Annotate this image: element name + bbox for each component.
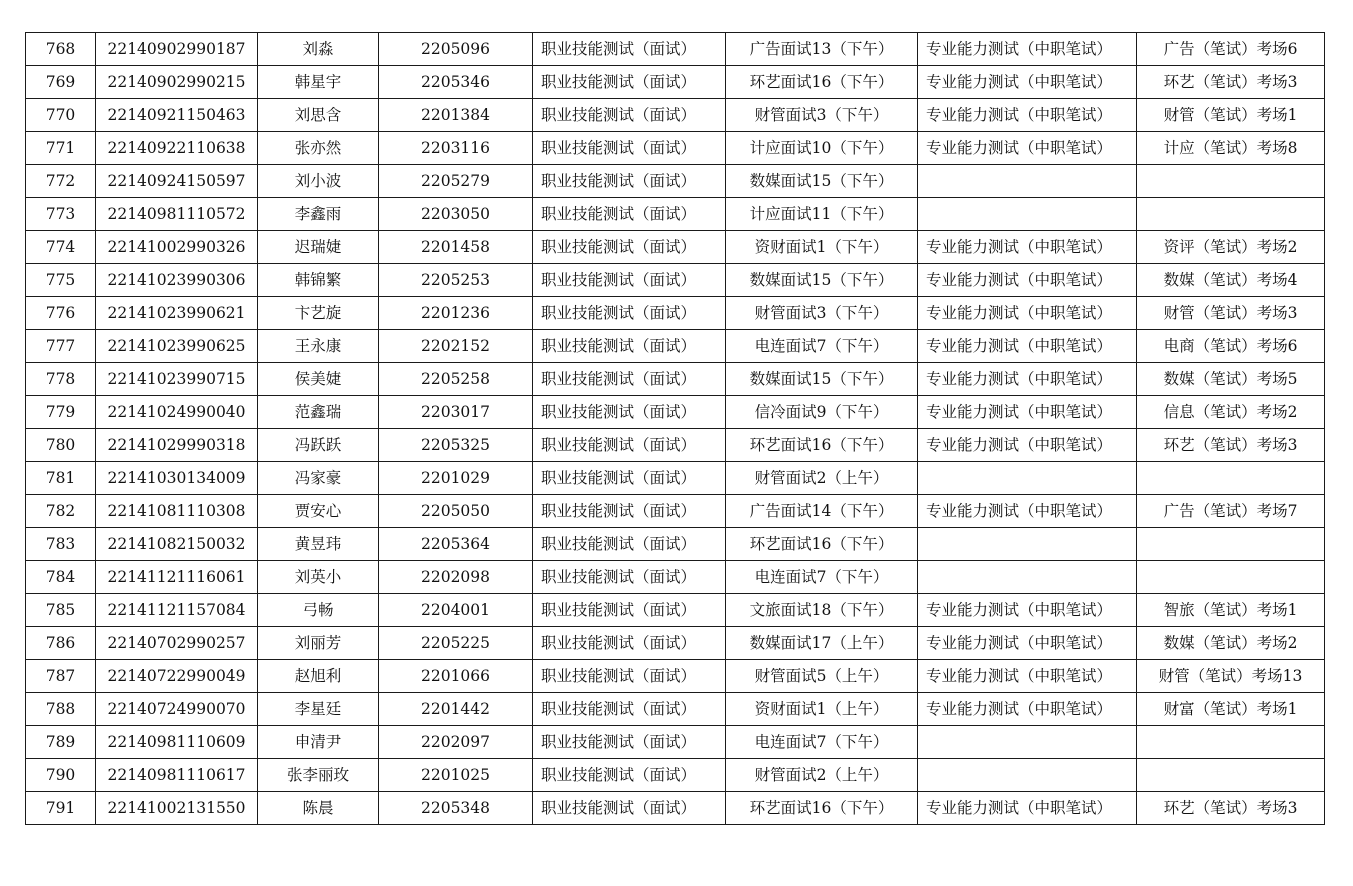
seq-cell: 786 [26,627,96,660]
code-cell: 2201442 [379,693,533,726]
test1-cell: 职业技能测试（面试） [533,462,726,495]
code-cell: 2205325 [379,429,533,462]
name-cell: 卞艺旋 [258,297,379,330]
seq-cell: 777 [26,330,96,363]
session2-cell: 数媒（笔试）考场5 [1137,363,1325,396]
name-cell: 贾安心 [258,495,379,528]
session2-cell: 广告（笔试）考场7 [1137,495,1325,528]
candidate-id-cell: 22140981110617 [96,759,258,792]
table-row [26,165,1325,198]
session1-cell: 计应面试11（下午） [726,198,918,231]
test1-cell: 职业技能测试（面试） [533,264,726,297]
session1-cell: 财管面试2（上午） [726,462,918,495]
candidate-id-cell: 22140702990257 [96,627,258,660]
session1-cell: 环艺面试16（下午） [726,792,918,825]
session2-cell: 财富（笔试）考场1 [1137,693,1325,726]
candidate-id-cell: 22140902990187 [96,33,258,66]
test1-cell: 职业技能测试（面试） [533,594,726,627]
seq-cell: 768 [26,33,96,66]
candidate-id-cell: 22141030134009 [96,462,258,495]
name-cell: 陈晨 [258,792,379,825]
test1-cell: 职业技能测试（面试） [533,297,726,330]
test1-cell: 职业技能测试（面试） [533,396,726,429]
session1-cell: 财管面试2（上午） [726,759,918,792]
code-cell: 2201236 [379,297,533,330]
test1-cell: 职业技能测试（面试） [533,660,726,693]
table-row [26,132,1325,165]
candidate-id-cell: 22140902990215 [96,66,258,99]
session2-cell [1137,462,1325,495]
table-row [26,264,1325,297]
session1-cell: 环艺面试16（下午） [726,429,918,462]
name-cell: 迟瑞婕 [258,231,379,264]
table-row [26,561,1325,594]
session2-cell: 财管（笔试）考场3 [1137,297,1325,330]
seq-cell: 769 [26,66,96,99]
table-row [26,594,1325,627]
test1-cell: 职业技能测试（面试） [533,693,726,726]
candidate-id-cell: 22141024990040 [96,396,258,429]
table-row [26,495,1325,528]
name-cell: 黄昱玮 [258,528,379,561]
code-cell: 2205258 [379,363,533,396]
session1-cell: 数媒面试15（下午） [726,264,918,297]
table-row [26,297,1325,330]
candidate-id-cell: 22141023990621 [96,297,258,330]
name-cell: 范鑫瑞 [258,396,379,429]
session1-cell: 计应面试10（下午） [726,132,918,165]
code-cell: 2202097 [379,726,533,759]
session1-cell: 电连面试7（下午） [726,726,918,759]
test1-cell: 职业技能测试（面试） [533,726,726,759]
seq-cell: 770 [26,99,96,132]
seq-cell: 778 [26,363,96,396]
test2-cell: 专业能力测试（中职笔试） [918,495,1137,528]
name-cell: 申清尹 [258,726,379,759]
name-cell: 冯跃跃 [258,429,379,462]
seq-cell: 779 [26,396,96,429]
session1-cell: 环艺面试16（下午） [726,66,918,99]
code-cell: 2202098 [379,561,533,594]
session1-cell: 资财面试1（上午） [726,693,918,726]
test2-cell: 专业能力测试（中职笔试） [918,429,1137,462]
code-cell: 2204001 [379,594,533,627]
candidate-id-cell: 22140722990049 [96,660,258,693]
seq-cell: 788 [26,693,96,726]
table-row [26,66,1325,99]
candidate-id-cell: 22140924150597 [96,165,258,198]
table-body [26,33,1325,825]
name-cell: 刘小波 [258,165,379,198]
name-cell: 韩星宇 [258,66,379,99]
table-row [26,429,1325,462]
test2-cell: 专业能力测试（中职笔试） [918,264,1137,297]
seq-cell: 785 [26,594,96,627]
name-cell: 刘英小 [258,561,379,594]
name-cell: 侯美婕 [258,363,379,396]
seq-cell: 771 [26,132,96,165]
name-cell: 张李丽玫 [258,759,379,792]
code-cell: 2203050 [379,198,533,231]
test1-cell: 职业技能测试（面试） [533,198,726,231]
session2-cell [1137,726,1325,759]
session1-cell: 电连面试7（下午） [726,561,918,594]
name-cell: 刘思含 [258,99,379,132]
name-cell: 赵旭利 [258,660,379,693]
test2-cell: 专业能力测试（中职笔试） [918,99,1137,132]
table-row [26,462,1325,495]
candidate-id-cell: 22141002131550 [96,792,258,825]
code-cell: 2205364 [379,528,533,561]
table-row [26,726,1325,759]
test2-cell: 专业能力测试（中职笔试） [918,132,1137,165]
table-row [26,99,1325,132]
name-cell: 韩锦繁 [258,264,379,297]
session2-cell [1137,198,1325,231]
session1-cell: 资财面试1（下午） [726,231,918,264]
test2-cell: 专业能力测试（中职笔试） [918,297,1137,330]
table-row [26,693,1325,726]
table-row [26,198,1325,231]
candidate-id-cell: 22140921150463 [96,99,258,132]
table-row [26,33,1325,66]
table-row [26,330,1325,363]
session2-cell: 信息（笔试）考场2 [1137,396,1325,429]
table-row [26,759,1325,792]
code-cell: 2205225 [379,627,533,660]
code-cell: 2202152 [379,330,533,363]
name-cell: 张亦然 [258,132,379,165]
seq-cell: 791 [26,792,96,825]
name-cell: 弓畅 [258,594,379,627]
test1-cell: 职业技能测试（面试） [533,495,726,528]
session2-cell: 环艺（笔试）考场3 [1137,429,1325,462]
test2-cell [918,198,1137,231]
document-page [25,32,1324,825]
table-row [26,792,1325,825]
name-cell: 王永康 [258,330,379,363]
code-cell: 2201029 [379,462,533,495]
candidate-id-cell: 22141121116061 [96,561,258,594]
name-cell: 冯家豪 [258,462,379,495]
session1-cell: 文旅面试18（下午） [726,594,918,627]
session2-cell: 财管（笔试）考场1 [1137,99,1325,132]
test2-cell [918,462,1137,495]
test2-cell: 专业能力测试（中职笔试） [918,792,1137,825]
name-cell: 刘淼 [258,33,379,66]
test1-cell: 职业技能测试（面试） [533,33,726,66]
code-cell: 2201458 [379,231,533,264]
name-cell: 李星廷 [258,693,379,726]
code-cell: 2205279 [379,165,533,198]
seq-cell: 780 [26,429,96,462]
session2-cell: 电商（笔试）考场6 [1137,330,1325,363]
candidate-id-cell: 22140981110609 [96,726,258,759]
session2-cell [1137,759,1325,792]
seq-cell: 790 [26,759,96,792]
candidate-id-cell: 22141023990306 [96,264,258,297]
table-row [26,396,1325,429]
code-cell: 2201384 [379,99,533,132]
test2-cell [918,165,1137,198]
candidate-id-cell: 22141081110308 [96,495,258,528]
code-cell: 2205096 [379,33,533,66]
test1-cell: 职业技能测试（面试） [533,561,726,594]
session1-cell: 电连面试7（下午） [726,330,918,363]
code-cell: 2205253 [379,264,533,297]
name-cell: 李鑫雨 [258,198,379,231]
code-cell: 2205346 [379,66,533,99]
table-row [26,660,1325,693]
test2-cell: 专业能力测试（中职笔试） [918,231,1137,264]
candidate-id-cell: 22141023990625 [96,330,258,363]
test1-cell: 职业技能测试（面试） [533,528,726,561]
candidate-id-cell: 22140981110572 [96,198,258,231]
session1-cell: 数媒面试15（下午） [726,363,918,396]
seq-cell: 783 [26,528,96,561]
test1-cell: 职业技能测试（面试） [533,99,726,132]
test2-cell: 专业能力测试（中职笔试） [918,330,1137,363]
exam-roster-table [25,32,1325,825]
seq-cell: 782 [26,495,96,528]
test1-cell: 职业技能测试（面试） [533,363,726,396]
session2-cell: 资评（笔试）考场2 [1137,231,1325,264]
candidate-id-cell: 22141002990326 [96,231,258,264]
test1-cell: 职业技能测试（面试） [533,165,726,198]
session1-cell: 财管面试3（下午） [726,297,918,330]
name-cell: 刘丽芳 [258,627,379,660]
session1-cell: 广告面试14（下午） [726,495,918,528]
session2-cell: 数媒（笔试）考场4 [1137,264,1325,297]
table-row [26,231,1325,264]
seq-cell: 775 [26,264,96,297]
test2-cell: 专业能力测试（中职笔试） [918,396,1137,429]
candidate-id-cell: 22141082150032 [96,528,258,561]
session1-cell: 数媒面试17（上午） [726,627,918,660]
candidate-id-cell: 22141023990715 [96,363,258,396]
candidate-id-cell: 22140922110638 [96,132,258,165]
test1-cell: 职业技能测试（面试） [533,792,726,825]
code-cell: 2205050 [379,495,533,528]
test2-cell [918,561,1137,594]
test2-cell [918,528,1137,561]
test2-cell: 专业能力测试（中职笔试） [918,66,1137,99]
session2-cell [1137,561,1325,594]
code-cell: 2203116 [379,132,533,165]
session2-cell: 财管（笔试）考场13 [1137,660,1325,693]
session2-cell [1137,165,1325,198]
table-row [26,627,1325,660]
code-cell: 2203017 [379,396,533,429]
seq-cell: 784 [26,561,96,594]
table-row [26,528,1325,561]
seq-cell: 776 [26,297,96,330]
seq-cell: 787 [26,660,96,693]
test2-cell: 专业能力测试（中职笔试） [918,693,1137,726]
test1-cell: 职业技能测试（面试） [533,231,726,264]
candidate-id-cell: 22140724990070 [96,693,258,726]
seq-cell: 773 [26,198,96,231]
test2-cell: 专业能力测试（中职笔试） [918,363,1137,396]
code-cell: 2201066 [379,660,533,693]
test1-cell: 职业技能测试（面试） [533,132,726,165]
test2-cell: 专业能力测试（中职笔试） [918,627,1137,660]
session1-cell: 信冷面试9（下午） [726,396,918,429]
test2-cell [918,726,1137,759]
session2-cell [1137,528,1325,561]
test1-cell: 职业技能测试（面试） [533,330,726,363]
session2-cell: 环艺（笔试）考场3 [1137,792,1325,825]
test2-cell: 专业能力测试（中职笔试） [918,594,1137,627]
test1-cell: 职业技能测试（面试） [533,429,726,462]
session2-cell: 数媒（笔试）考场2 [1137,627,1325,660]
code-cell: 2201025 [379,759,533,792]
test1-cell: 职业技能测试（面试） [533,66,726,99]
table-row [26,363,1325,396]
seq-cell: 772 [26,165,96,198]
candidate-id-cell: 22141121157084 [96,594,258,627]
seq-cell: 789 [26,726,96,759]
candidate-id-cell: 22141029990318 [96,429,258,462]
session2-cell: 计应（笔试）考场8 [1137,132,1325,165]
code-cell: 2205348 [379,792,533,825]
test2-cell [918,759,1137,792]
session1-cell: 财管面试3（下午） [726,99,918,132]
test2-cell: 专业能力测试（中职笔试） [918,660,1137,693]
test1-cell: 职业技能测试（面试） [533,627,726,660]
session2-cell: 广告（笔试）考场6 [1137,33,1325,66]
session2-cell: 环艺（笔试）考场3 [1137,66,1325,99]
test2-cell: 专业能力测试（中职笔试） [918,33,1137,66]
seq-cell: 774 [26,231,96,264]
session1-cell: 财管面试5（上午） [726,660,918,693]
session1-cell: 数媒面试15（下午） [726,165,918,198]
session1-cell: 广告面试13（下午） [726,33,918,66]
session2-cell: 智旅（笔试）考场1 [1137,594,1325,627]
test1-cell: 职业技能测试（面试） [533,759,726,792]
seq-cell: 781 [26,462,96,495]
session1-cell: 环艺面试16（下午） [726,528,918,561]
